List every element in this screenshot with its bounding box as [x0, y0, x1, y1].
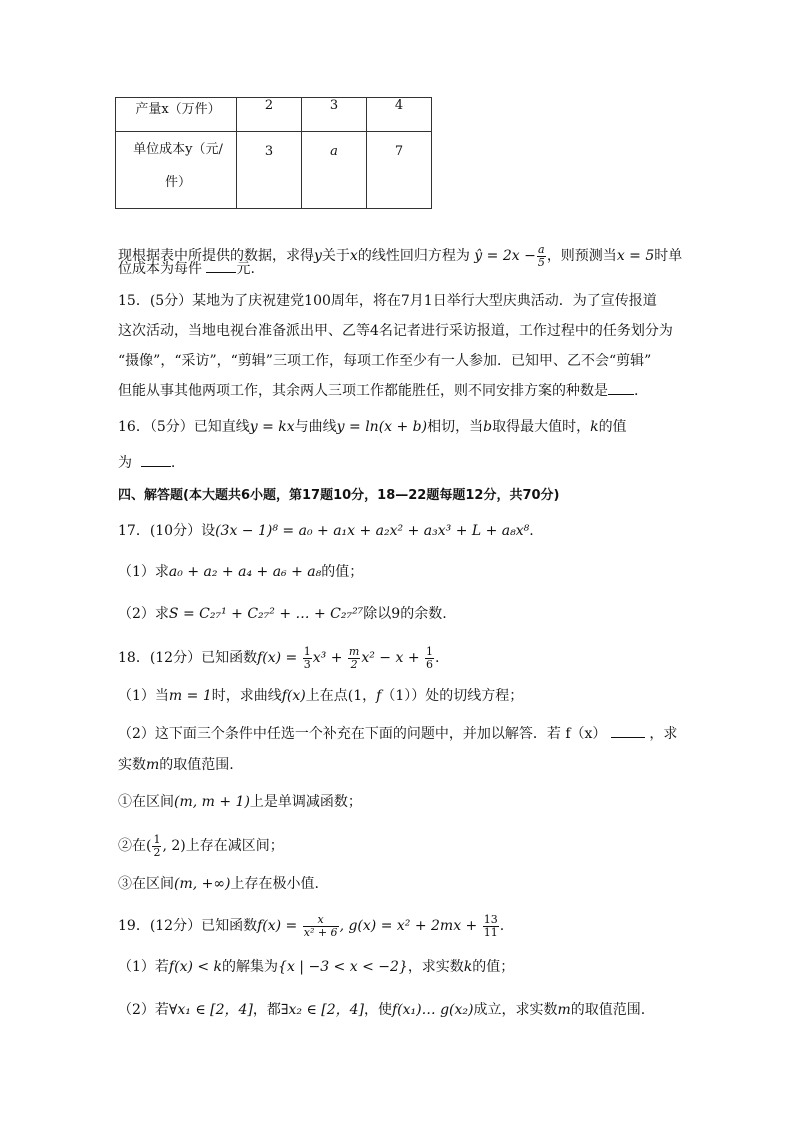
fraction: $\frac{m}{2}$: [348, 645, 360, 671]
q14-line1: 现根据表中所提供的数据，求得y关于x的线性回归方程为 ŷ = 2x − $\frac{a}{5}$ ，则预测当x = 5时单: [118, 243, 683, 269]
table-header-output: 产量x（万件）: [116, 98, 237, 132]
q18-stem: 18．(12分）已知函数f(x) = $\frac{1}{3}$ x³ + $\frac{m}{2}$ x² − x + $\frac{1}{6}$ .: [118, 645, 440, 671]
fraction: $\frac{13}{11}$: [483, 913, 498, 939]
table-header-cost: [116, 132, 237, 209]
q17-stem: 17．(10分）设(3x − 1)⁸ = a₀ + a₁x + a₂x² + a₃x³ + L + a₈x⁸.: [118, 523, 534, 539]
table-cell: 3: [302, 98, 367, 132]
q18-part2-line2: 实数m的取值范围.: [118, 757, 234, 773]
cost-label-line2: 件）: [164, 175, 191, 190]
cost-label-line1: 单位成本y（元/: [133, 142, 223, 157]
q14-line2: 位成本为每件 元.: [118, 261, 255, 277]
q18-option2: ②在( $\frac{1}{2}$ , 2)上存在减区间；: [118, 833, 284, 859]
q15-line3: “摄像”，“采访”，“剪辑”三项工作，每项工作至少有一人参加．已知甲、乙不会“剪辑”: [118, 353, 652, 369]
q17-part2: （2）求S = C₂₇¹ + C₂₇² + … + C₂₇²⁷除以9的余数.: [118, 606, 447, 622]
table-cell: 4: [367, 98, 432, 132]
q15-line2: 这次活动，当地电视台准备派出甲、乙等4名记者进行采访报道，工作过程中的任务划分为: [118, 323, 673, 339]
fraction: $\frac{1}{2}$: [153, 833, 161, 859]
table-row: [116, 98, 432, 132]
section-heading: 四、解答题(本大题共6小题，第17题10分，18—22题每题12分，共70分): [118, 488, 560, 503]
fraction: $\frac{1}{3}$: [303, 645, 311, 671]
q19-part2: （2）若∀x₁ ∈ [2，4]，都∃x₂ ∈ [2，4]，使f(x₁)… g(x₂)成立，求实数m的取值范围.: [118, 1002, 646, 1018]
table-cell: 7: [367, 132, 432, 209]
q16-line2: 为 .: [118, 455, 176, 471]
fraction: $\frac{x}{\text{x² + 6}}$: [303, 913, 338, 939]
q17-part1: （1）求a₀ + a₂ + a₄ + a₆ + a₈的值；: [118, 564, 364, 580]
data-table: [115, 97, 432, 209]
q18-option3: ③在区间(m, +∞)上存在极小值.: [118, 876, 319, 892]
table-cell: 2: [237, 98, 302, 132]
answer-blank: [611, 737, 645, 738]
q16-line1: 16．（5分）已知直线y = kx与曲线y = ln(x + b)相切，当b取得最大值时，k的值: [118, 419, 627, 435]
fraction: $\frac{a}{5}$: [537, 243, 545, 269]
answer-blank: [206, 272, 236, 273]
answer-blank: [608, 394, 634, 395]
q18-part2-line1: （2）这下面三个条件中任选一个补充在下面的问题中，并加以解答．若 f（x） ，求: [118, 726, 678, 742]
table-cell: 3: [237, 132, 302, 209]
q15-line4: 但能从事其他两项工作，其余两人三项工作都能胜任，则不同安排方案的种数是 .: [118, 383, 639, 399]
q18-part1: （1）当m = 1时，求曲线f(x)上在点(1，f（1））处的切线方程；: [118, 688, 524, 704]
q18-option1: ①在区间(m, m + 1)上是单调减函数；: [118, 794, 362, 810]
answer-blank: [141, 466, 171, 467]
table-cell: a: [302, 132, 367, 209]
fraction: $\frac{1}{6}$: [426, 645, 433, 671]
q19-stem: 19．(12分）已知函数f(x) = $\frac{x}{\text{x² + 6}}$ , g(x) = x² + 2mx + $\frac{13}{11}$ .: [118, 913, 505, 939]
table-row: [116, 132, 432, 209]
q15-line1: 15．(5分）某地为了庆祝建党100周年，将在7月1日举行大型庆典活动．为了宣传报道: [118, 293, 657, 309]
q19-part1: （1）若f(x) < k的解集为{x | −3 < x < −2}，求实数k的值；: [118, 959, 515, 975]
